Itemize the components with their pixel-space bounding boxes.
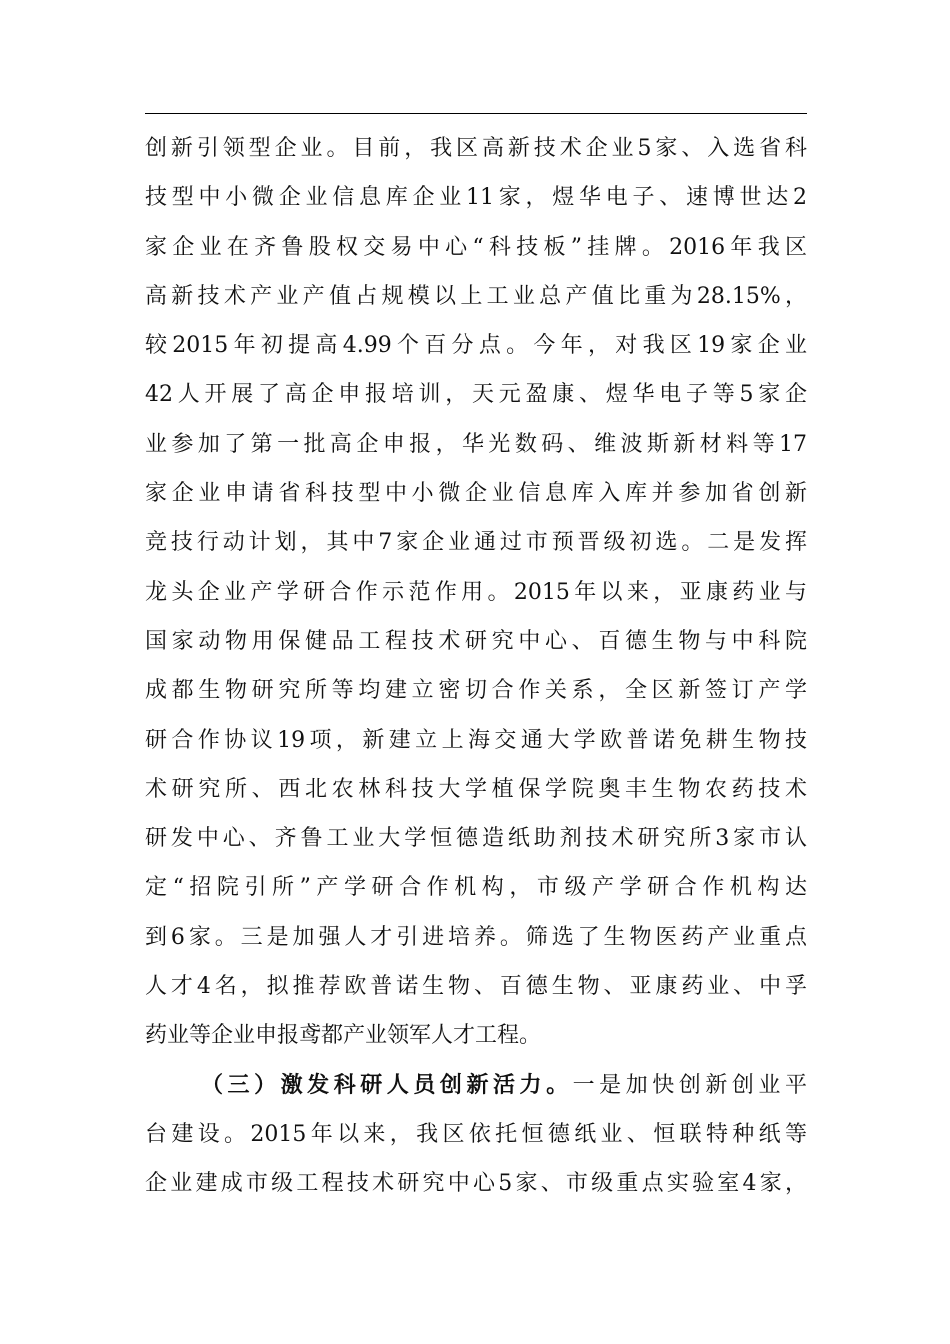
text-line: 家企业在齐鲁股权交易中心“科技板”挂牌。2016年我区 <box>145 234 807 260</box>
text-line: 定“招院引所”产学研合作机构，市级产学研合作机构达 <box>145 875 807 901</box>
text-line: 成都生物研究所等均建立密切合作关系，全区新签订产学 <box>145 678 807 704</box>
body-text <box>145 124 807 1209</box>
text-line: 较2015年初提高4.99个百分点。今年，对我区19家企业 <box>145 333 807 359</box>
section-heading: （三）激发科研人员创新活力。 <box>201 1071 573 1098</box>
text-line: 高新技术产业产值占规模以上工业总产值比重为28.15%， <box>145 283 807 309</box>
text-line: 创新引领型企业。目前，我区高新技术企业5家、入选省科 <box>145 136 807 161</box>
text-line: 企业建成市级工程技术研究中心5家、市级重点实验室4家， <box>145 1171 807 1197</box>
section-text: 一是加快创新创业平 <box>572 1072 807 1098</box>
text-line: 业参加了第一批高企申报，华光数码、维波斯新材料等17 <box>145 431 807 457</box>
text-line: 人才4名，拟推荐欧普诺生物、百德生物、亚康药业、中孚 <box>145 974 807 1000</box>
section-first-line <box>145 1061 807 1110</box>
text-line: 42人开展了高企申报培训，天元盈康、煜华电子等5家企 <box>145 382 807 408</box>
text-line: 家企业申请省科技型中小微企业信息库入库并参加省创新 <box>145 481 807 507</box>
text-line: 研发中心、齐鲁工业大学恒德造纸助剂技术研究所3家市认 <box>145 826 807 852</box>
text-line: 研合作协议19项，新建立上海交通大学欧普诺免耕生物技 <box>145 727 807 753</box>
text-line: 技型中小微企业信息库企业11家，煜华电子、速博世达2 <box>145 185 807 211</box>
text-line: 术研究所、西北农林科技大学植保学院奥丰生物农药技术 <box>145 776 807 802</box>
text-line: 到6家。三是加强人才引进培养。筛选了生物医药产业重点 <box>145 924 807 950</box>
text-line: 药业等企业申报鸢都产业领军人才工程。 <box>145 1023 542 1049</box>
text-line: 竞技行动计划，其中7家企业通过市预晋级初选。二是发挥 <box>145 530 807 556</box>
text-line: 台建设。2015年以来，我区依托恒德纸业、恒联特种纸等 <box>145 1121 807 1147</box>
text-line: 国家动物用保健品工程技术研究中心、百德生物与中科院 <box>145 628 807 654</box>
header-rule <box>145 113 807 114</box>
text-line: 龙头企业产学研合作示范作用。2015年以来，亚康药业与 <box>145 579 807 605</box>
